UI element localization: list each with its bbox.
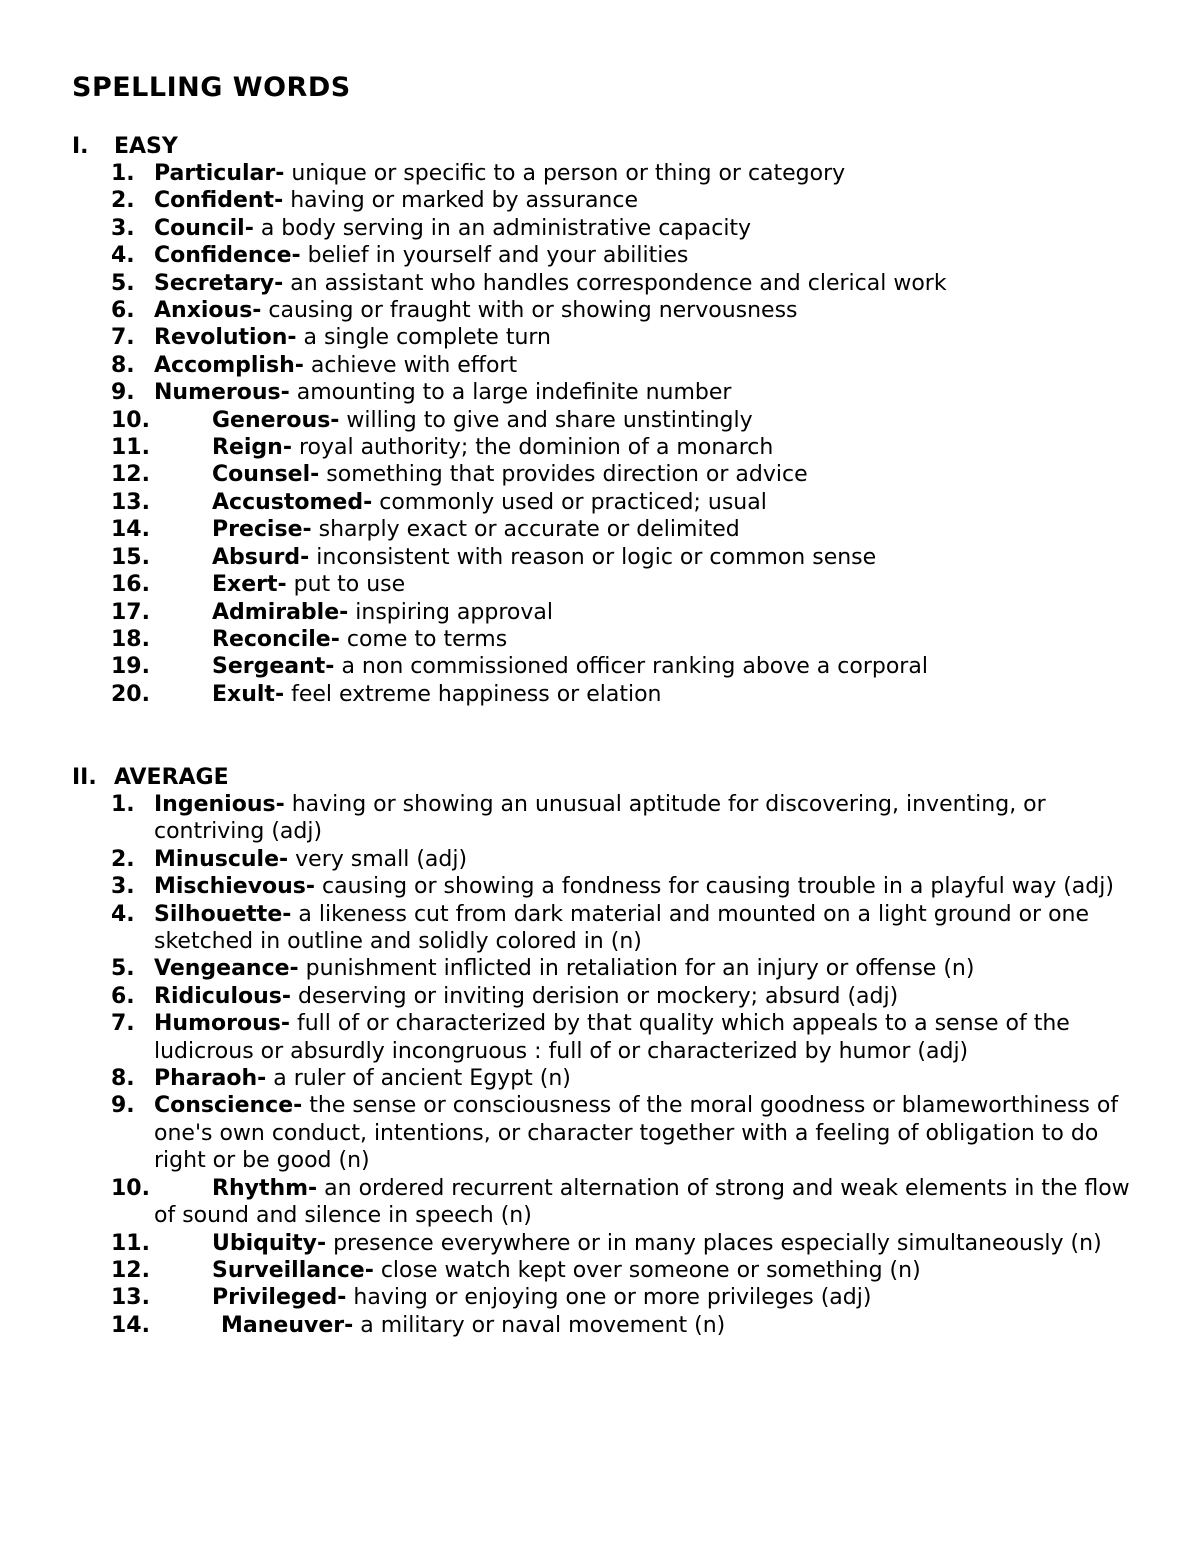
item-number: 10. xyxy=(111,1175,150,1201)
item-definition: punishment inflicted in retaliation for an injury or offense (n) xyxy=(298,956,975,982)
item-term: Pharaoh- xyxy=(154,1066,267,1092)
item-number: 6. xyxy=(111,298,135,324)
list-item xyxy=(0,1010,1200,1065)
section-heading-easy xyxy=(72,133,178,160)
list-item xyxy=(0,160,1200,187)
item-definition: put to use xyxy=(286,572,406,598)
item-term: Accomplish- xyxy=(154,352,304,378)
list-item xyxy=(0,270,1200,297)
item-number: 16. xyxy=(111,572,150,598)
list-item xyxy=(0,653,1200,680)
list-item xyxy=(0,1257,1200,1284)
item-definition: close watch kept over someone or something (n) xyxy=(373,1257,921,1283)
item-term: Ubiquity- xyxy=(212,1230,327,1256)
item-term: Sergeant- xyxy=(212,654,335,680)
item-definition: belief in yourself and your abilities xyxy=(300,243,689,269)
list-item xyxy=(0,324,1200,351)
item-term: Confidence- xyxy=(154,243,301,269)
list-item xyxy=(0,1312,1200,1339)
item-definition: deserving or inviting derision or mockery; absurd (adj) xyxy=(291,983,899,1009)
list-item xyxy=(0,187,1200,214)
section-title: AVERAGE xyxy=(114,765,229,790)
item-number: 15. xyxy=(111,544,150,570)
item-definition: a non commissioned officer ranking above a corporal xyxy=(334,654,928,680)
item-number: 13. xyxy=(111,1285,150,1311)
item-definition: come to terms xyxy=(339,626,508,652)
list-item xyxy=(0,544,1200,571)
item-term: Council- xyxy=(154,215,254,241)
section-title: EASY xyxy=(114,134,178,159)
item-number: 2. xyxy=(111,846,135,872)
item-number: 12. xyxy=(111,462,150,488)
item-number: 2. xyxy=(111,188,135,214)
item-term: Reign- xyxy=(212,435,292,461)
item-definition: causing or fraught with or showing nervousness xyxy=(261,298,798,324)
item-term: Surveillance- xyxy=(212,1257,374,1283)
item-term: Conscience- xyxy=(154,1093,303,1119)
item-term: Confident- xyxy=(154,188,284,214)
item-term: Ingenious- xyxy=(154,792,285,817)
item-definition: achieve with effort xyxy=(303,352,518,378)
item-number: 14. xyxy=(111,1312,150,1338)
item-number: 18. xyxy=(111,626,150,652)
item-number: 12. xyxy=(111,1257,150,1283)
item-definition: an ordered recurrent alternation of strong and weak elements in the flow of sound and silence in speech (n) xyxy=(154,1175,1130,1229)
list-item xyxy=(0,434,1200,461)
item-number: 1. xyxy=(111,161,135,186)
item-number: 4. xyxy=(111,243,135,269)
item-number: 19. xyxy=(111,654,150,680)
item-number: 10. xyxy=(111,407,150,433)
item-number: 11. xyxy=(111,1230,150,1256)
item-term: Anxious- xyxy=(154,298,262,324)
item-definition: the sense or consciousness of the moral goodness or blameworthiness of one's own conduct, intentions, or character together with a feeling of obligation to do right or be good (n) xyxy=(154,1093,1119,1174)
item-number: 9. xyxy=(111,380,135,406)
item-term: Privileged- xyxy=(212,1285,347,1311)
item-definition: a military or naval movement (n) xyxy=(353,1312,726,1338)
item-number: 5. xyxy=(111,270,135,296)
item-definition: a ruler of ancient Egypt (n) xyxy=(266,1066,571,1092)
list-item xyxy=(0,983,1200,1010)
item-number: 14. xyxy=(111,517,150,543)
list-item xyxy=(0,955,1200,982)
item-term: Silhouette- xyxy=(154,901,292,927)
item-definition: causing or showing a fondness for causing trouble in a playful way (adj) xyxy=(315,874,1114,900)
item-definition: amounting to a large indefinite number xyxy=(289,380,732,406)
item-term: Exult- xyxy=(212,681,285,707)
item-term: Exert- xyxy=(212,572,287,598)
item-definition: a single complete turn xyxy=(296,325,551,351)
average-word-list xyxy=(0,791,1200,1339)
item-definition: feel extreme happiness or elation xyxy=(284,681,662,707)
list-item xyxy=(0,407,1200,434)
item-number: 3. xyxy=(111,874,135,900)
item-definition: royal authority; the dominion of a monarch xyxy=(291,435,774,461)
item-term: Secretary- xyxy=(154,270,284,296)
section-numeral: I. xyxy=(72,134,89,159)
list-item xyxy=(0,599,1200,626)
item-definition: commonly used or practiced; usual xyxy=(372,489,767,515)
item-definition: having or enjoying one or more privileges (adj) xyxy=(346,1285,872,1311)
item-term: Rhythm- xyxy=(212,1175,318,1201)
item-definition: very small (adj) xyxy=(288,846,468,872)
list-item xyxy=(0,901,1200,956)
list-item xyxy=(0,489,1200,516)
item-term: Vengeance- xyxy=(154,956,299,982)
item-number: 20. xyxy=(111,681,150,707)
list-item xyxy=(0,297,1200,324)
item-term: Absurd- xyxy=(212,544,310,570)
item-term: Admirable- xyxy=(212,599,349,625)
list-item xyxy=(0,516,1200,543)
list-item xyxy=(0,571,1200,598)
item-definition: inconsistent with reason or logic or common sense xyxy=(309,544,877,570)
item-number: 5. xyxy=(111,956,135,982)
item-number: 9. xyxy=(111,1093,135,1119)
item-term: Counsel- xyxy=(212,462,320,488)
item-number: 3. xyxy=(111,215,135,241)
item-number: 17. xyxy=(111,599,150,625)
item-term: Precise- xyxy=(212,517,312,543)
list-item xyxy=(0,1230,1200,1257)
list-item xyxy=(0,1284,1200,1311)
item-term: Numerous- xyxy=(154,380,290,406)
list-item xyxy=(0,215,1200,242)
item-definition: sharply exact or accurate or delimited xyxy=(311,517,740,543)
item-term: Accustomed- xyxy=(212,489,373,515)
item-term: Revolution- xyxy=(154,325,297,351)
item-term: Mischievous- xyxy=(154,874,316,900)
item-number: 7. xyxy=(111,325,135,351)
list-item xyxy=(0,791,1200,846)
item-definition: having or showing an unusual aptitude for discovering, inventing, or contriving (adj) xyxy=(154,792,1046,845)
list-item xyxy=(0,1175,1200,1230)
section-numeral: II. xyxy=(72,765,97,790)
list-item xyxy=(0,873,1200,900)
item-term: Minuscule- xyxy=(154,846,289,872)
easy-word-list xyxy=(0,160,1200,708)
item-number: 8. xyxy=(111,352,135,378)
item-term: Reconcile- xyxy=(212,626,340,652)
item-number: 8. xyxy=(111,1066,135,1092)
list-item xyxy=(0,846,1200,873)
document-title: SPELLING WORDS xyxy=(72,72,351,103)
list-item xyxy=(0,1092,1200,1174)
item-term: Particular- xyxy=(154,161,285,186)
item-term: Generous- xyxy=(212,407,340,433)
item-definition: willing to give and share unstintingly xyxy=(339,407,753,433)
list-item xyxy=(0,352,1200,379)
list-item xyxy=(0,461,1200,488)
list-item xyxy=(0,242,1200,269)
item-definition: presence everywhere or in many places especially simultaneously (n) xyxy=(326,1230,1102,1256)
list-item xyxy=(0,1065,1200,1092)
item-definition: an assistant who handles correspondence and clerical work xyxy=(283,270,947,296)
item-number: 13. xyxy=(111,489,150,515)
item-term: Ridiculous- xyxy=(154,983,292,1009)
list-item xyxy=(0,681,1200,708)
item-number: 4. xyxy=(111,901,135,927)
item-definition: inspiring approval xyxy=(348,599,553,625)
item-term: Humorous- xyxy=(154,1011,290,1037)
item-number: 7. xyxy=(111,1011,135,1037)
item-number: 1. xyxy=(111,792,135,817)
item-number: 6. xyxy=(111,983,135,1009)
item-definition: full of or characterized by that quality which appeals to a sense of the ludicrous or absurdly incongruous : full of or characterized by humor (adj) xyxy=(154,1011,1070,1064)
item-definition: a body serving in an administrative capacity xyxy=(253,215,752,241)
item-definition: a likeness cut from dark material and mounted on a light ground or one sketched in outline and solidly colored in (n) xyxy=(154,901,1090,955)
list-item xyxy=(0,626,1200,653)
item-definition: unique or specific to a person or thing or category xyxy=(284,161,846,186)
item-definition: something that provides direction or advice xyxy=(319,462,808,488)
item-term: Maneuver- xyxy=(221,1312,354,1338)
item-number: 11. xyxy=(111,435,150,461)
list-item xyxy=(0,379,1200,406)
item-definition: having or marked by assurance xyxy=(283,188,639,214)
section-heading-average xyxy=(72,764,229,791)
